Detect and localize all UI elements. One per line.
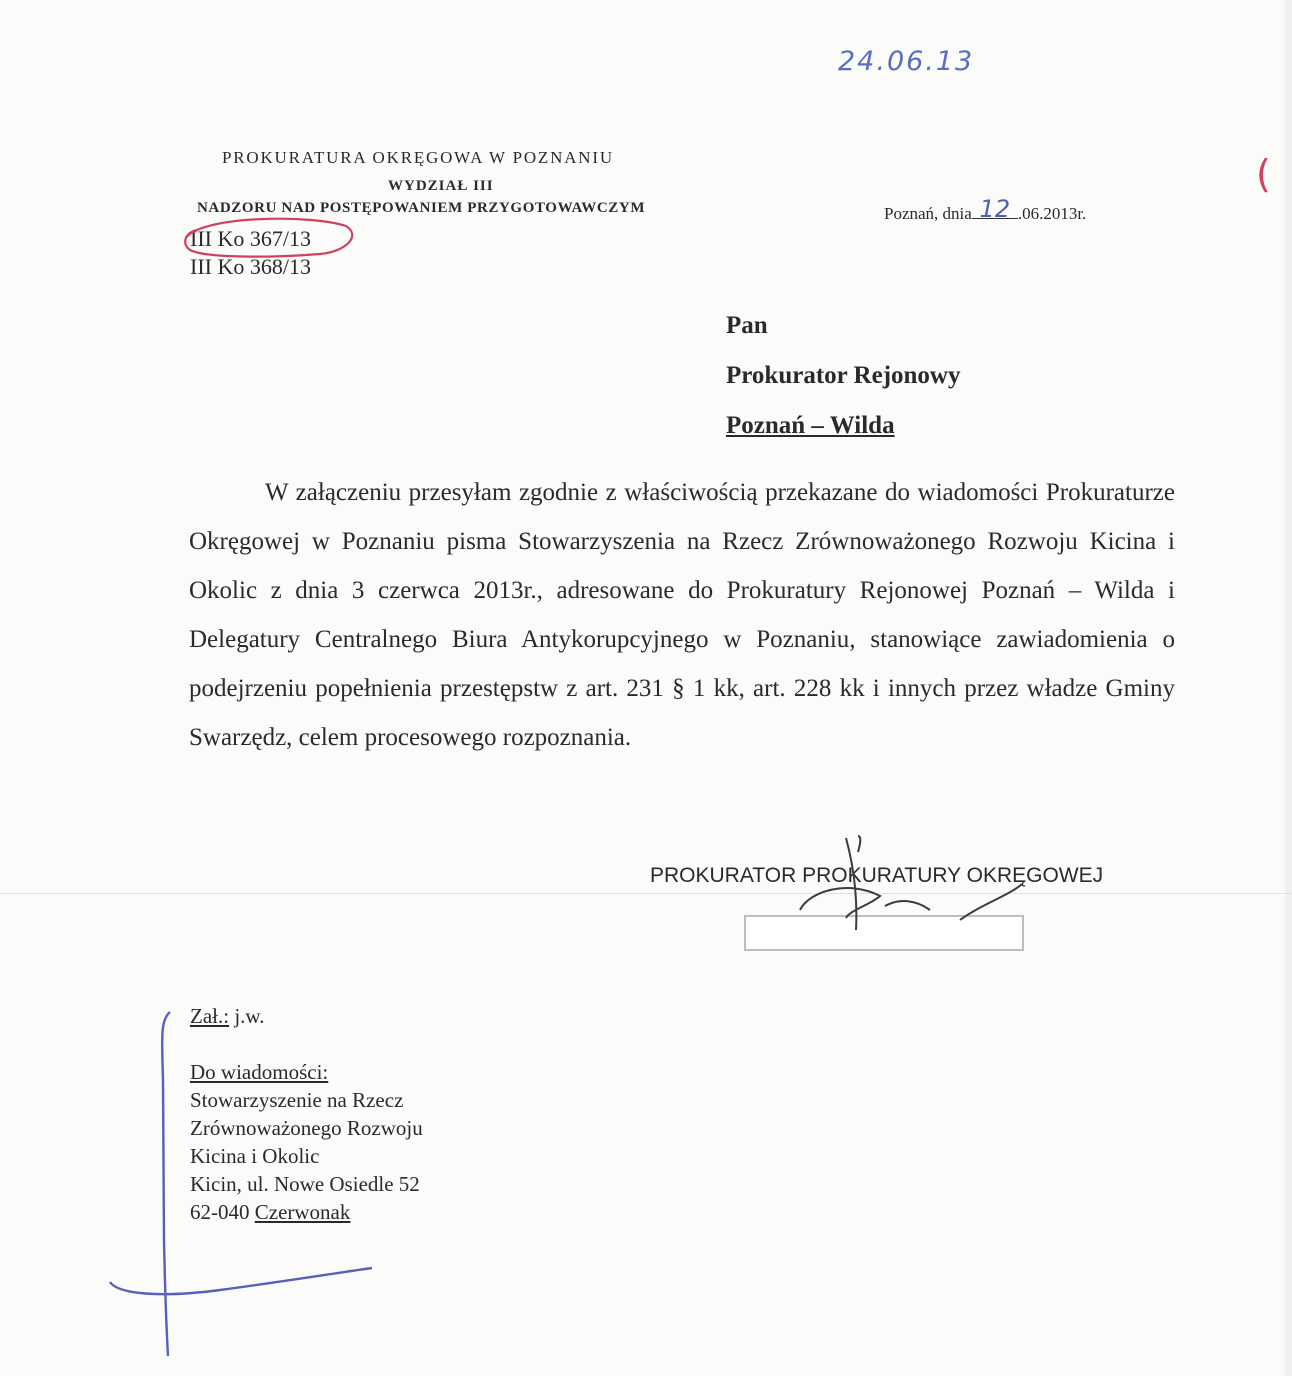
case-reference-2: III Ko 368/13: [190, 254, 311, 279]
signature-scribble: [800, 836, 1022, 930]
cc-line: Kicin, ul. Nowe Osiedle 52: [190, 1172, 420, 1196]
cc-line: Zrównoważonego Rozwoju: [190, 1116, 423, 1140]
blue-margin-stroke: [110, 1268, 372, 1294]
addressee-title: Prokurator Rejonowy: [726, 362, 961, 389]
handwritten-day: 12: [972, 200, 1018, 219]
case-reference-1: III Ko 367/13: [190, 226, 311, 251]
department-name: WYDZIAŁ III: [388, 178, 494, 194]
office-name: PROKURATURA OKRĘGOWA W POZNANIU: [222, 148, 614, 167]
cc-line: Kicina i Okolic: [190, 1144, 320, 1168]
handwritten-received-date: 24.06.13: [838, 46, 975, 77]
addressee-salutation: Pan: [726, 312, 768, 339]
addressee-office: Poznań – Wilda: [726, 412, 895, 439]
blue-margin-bracket: [162, 1012, 170, 1356]
margin-mark: (: [1256, 152, 1271, 196]
red-circle-mark: [185, 219, 352, 257]
enclosure-label: Zał.:: [190, 1004, 230, 1028]
department-supervision: NADZORU NAD POSTĘPOWANIEM PRZYGOTOWAWCZYM: [197, 200, 646, 216]
cc-heading: Do wiadomości:: [190, 1060, 329, 1084]
date-prefix: Poznań, dnia: [884, 204, 972, 223]
signature-title: PROKURATOR PROKURATURY OKRĘGOWEJ: [650, 864, 1104, 887]
cc-line: Stowarzyszenie na Rzecz: [190, 1088, 404, 1112]
date-suffix: .06.2013r.: [1017, 204, 1087, 223]
letter-body: W załączeniu przesyłam zgodnie z właściwością przekazane do wiadomości Prokuraturze Okręgowej w Poznaniu pisma Stowarzyszenia na Rzecz Zrównoważonego Rozwoju Kicina i Okolic z dnia 3 czerwca 2013r., adresowane do Prokuratury Rejonowej Poznań – Wilda i Delegatury Centralnego Biura Antykorupcyjnego w Poznaniu, stanowiące zawiadomienia o podejrzeniu popełnienia przestępstw z art. 231 § 1 kk, art. 228 kk i innych przez władze Gminy Swarzędz, celem procesowego rozpoznania.: [189, 479, 1175, 751]
cc-city: Czerwonak: [254, 1200, 351, 1224]
cc-postal-code: 62-040: [190, 1200, 250, 1224]
enclosure-value: j.w.: [234, 1004, 265, 1028]
